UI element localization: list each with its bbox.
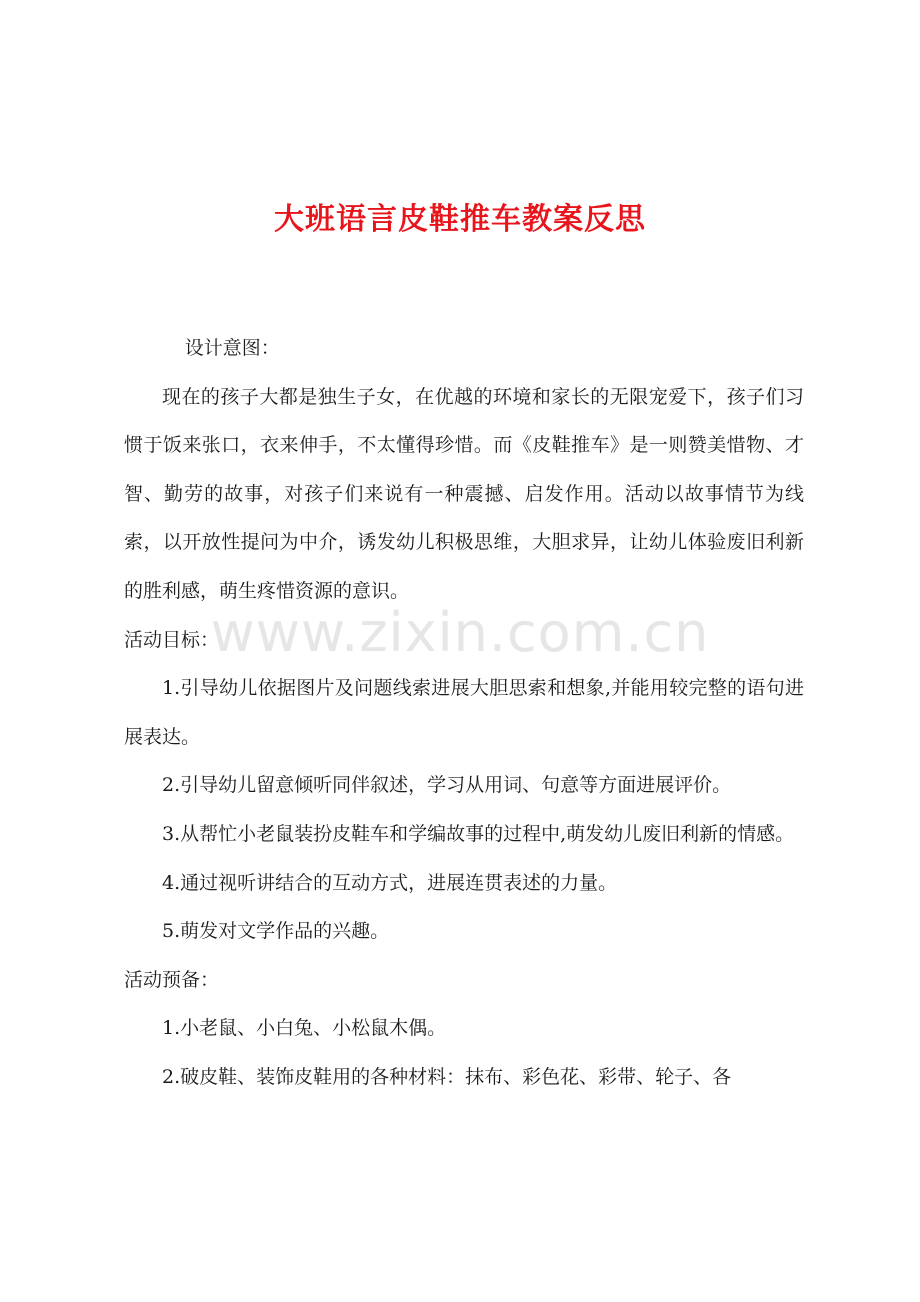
document-title: 大班语言皮鞋推车教案反思: [274, 202, 646, 237]
objective-item-5: 5.萌发对文学作品的兴趣。: [162, 920, 390, 943]
preparation-item-1: 1.小老鼠、小白兔、小松鼠木偶。: [162, 1017, 447, 1040]
section-heading-preparation: 活动预备：: [124, 968, 220, 991]
watermark: www.zixin.com.cn: [210, 601, 710, 664]
section-heading-objectives: 活动目标：: [124, 628, 220, 651]
objective-item-3: 3.从帮忙小老鼠装扮皮鞋车和学编故事的过程中,萌发幼儿废旧利新的情感。: [162, 822, 795, 845]
objective-item-4: 4.通过视听讲结合的互动方式，进展连贯表述的力量。: [162, 871, 618, 894]
objective-item-2: 2.引导幼儿留意倾听同伴叙述，学习从用词、句意等方面进展评价。: [162, 774, 732, 797]
document-body: [124, 324, 804, 1102]
section-heading-design-intent: 设计意图：: [184, 337, 280, 359]
preparation-item-2: 2.破皮鞋、装饰皮鞋用的各种材料：抹布、彩色花、彩带、轮子、各: [162, 1065, 732, 1088]
objective-item-1: 1.引导幼儿依据图片及问题线索进展大胆思索和想象,并能用较完整的语句进展表达。: [124, 677, 804, 748]
paragraph-design-intent: 现在的孩子大都是独生子女，在优越的环境和家长的无限宠爱下，孩子们习惯于饭来张口，衣来伸手，不太懂得珍惜。而《皮鞋推车》是一则赞美惜物、才智、勤劳的故事，对孩子们来说有一种震撼、启发作用。活动以故事情节为线索，以开放性提问为中介，诱发幼儿积极思维，大胆求异，让幼儿体验废旧利新的胜利感，萌生疼惜资源的意识。: [124, 385, 804, 602]
